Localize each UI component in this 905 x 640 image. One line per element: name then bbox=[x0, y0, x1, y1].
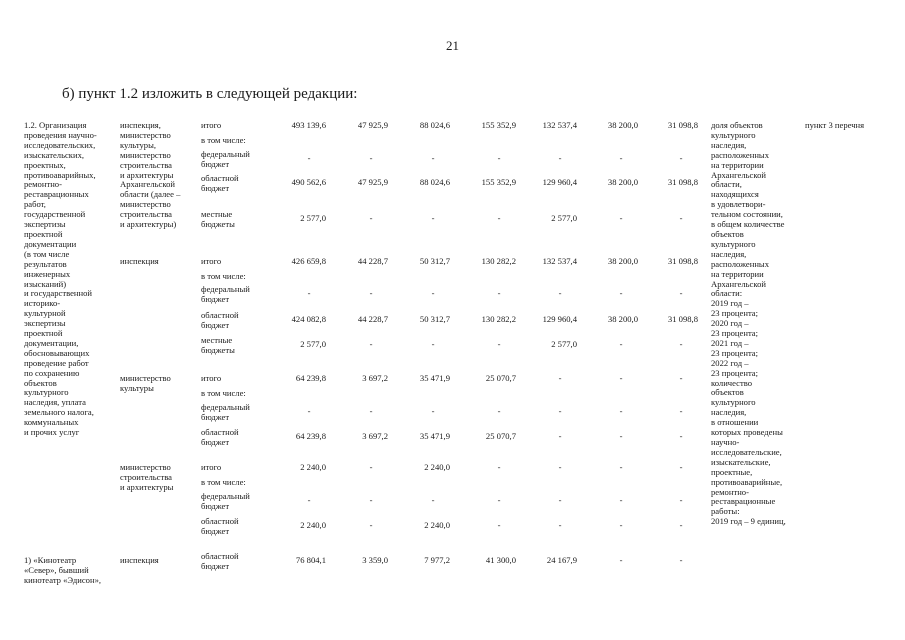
amount-cell: 47 925,9 bbox=[357, 120, 388, 130]
page-number: 21 bbox=[446, 38, 459, 53]
amount-cell: - bbox=[679, 153, 683, 163]
funding-source-label: федеральный бюджет bbox=[201, 402, 250, 422]
funding-source-label: итого bbox=[201, 120, 222, 130]
amount-cell: 64 239,8 bbox=[295, 431, 326, 441]
amount-cell: 31 098,8 bbox=[667, 256, 698, 266]
amount-cell: - bbox=[369, 288, 373, 298]
amount-cell: - bbox=[558, 520, 562, 530]
funding-source-label: областной бюджет bbox=[201, 310, 239, 330]
amount-cell: 31 098,8 bbox=[667, 314, 698, 324]
funding-source-label: областной бюджет bbox=[201, 427, 239, 447]
amount-cell: 3 697,2 bbox=[362, 373, 388, 383]
amount-cell: 426 659,8 bbox=[291, 256, 326, 266]
amount-cell: - bbox=[679, 213, 683, 223]
funding-source-label: в том числе: bbox=[201, 388, 246, 398]
amount-cell: - bbox=[679, 288, 683, 298]
amount-cell: - bbox=[307, 153, 311, 163]
amount-cell: 24 167,9 bbox=[546, 555, 577, 565]
amount-cell: - bbox=[679, 495, 683, 505]
funding-source-label: федеральный бюджет bbox=[201, 284, 250, 304]
amount-cell: - bbox=[369, 495, 373, 505]
amount-cell: - bbox=[679, 373, 683, 383]
sub-measure-name: 1) «Кинотеатр «Север», бывший кинотеатр «Эдисон», bbox=[24, 555, 102, 585]
executor-1: инспекция, министерство культуры, министерство строительства и архитектуры Архангельской области (далее – министерство строительства и архитектуры) bbox=[120, 120, 181, 230]
funding-source-label: областной бюджет bbox=[201, 173, 239, 193]
amount-cell: - bbox=[619, 406, 623, 416]
amount-cell: - bbox=[679, 555, 683, 565]
amount-cell: 38 200,0 bbox=[607, 177, 638, 187]
amount-cell: 2 240,0 bbox=[424, 520, 450, 530]
amount-cell: 2 577,0 bbox=[300, 339, 326, 349]
amount-cell: 41 300,0 bbox=[485, 555, 516, 565]
funding-source-label: федеральный бюджет bbox=[201, 491, 250, 511]
amount-cell: 38 200,0 bbox=[607, 120, 638, 130]
amount-cell: - bbox=[619, 339, 623, 349]
amount-cell: - bbox=[497, 153, 501, 163]
amount-cell: - bbox=[369, 213, 373, 223]
executor-2: инспекция bbox=[120, 256, 159, 266]
amount-cell: - bbox=[558, 373, 562, 383]
amount-cell: - bbox=[497, 339, 501, 349]
amount-cell: 2 577,0 bbox=[300, 213, 326, 223]
amount-cell: 2 240,0 bbox=[424, 462, 450, 472]
amount-cell: 129 960,4 bbox=[542, 177, 577, 187]
amount-cell: - bbox=[558, 431, 562, 441]
funding-source-label: в том числе: bbox=[201, 135, 246, 145]
amount-cell: - bbox=[497, 288, 501, 298]
amount-cell: 44 228,7 bbox=[357, 256, 388, 266]
amount-cell: - bbox=[497, 462, 501, 472]
amount-cell: - bbox=[619, 288, 623, 298]
amount-cell: 25 070,7 bbox=[485, 431, 516, 441]
amount-cell: 3 359,0 bbox=[362, 555, 388, 565]
funding-source-label: местные бюджеты bbox=[201, 209, 235, 229]
amount-cell: 132 537,4 bbox=[542, 120, 577, 130]
amount-cell: 7 977,2 bbox=[424, 555, 450, 565]
amount-cell: 155 352,9 bbox=[481, 120, 516, 130]
amount-cell: - bbox=[431, 213, 435, 223]
amount-cell: 25 070,7 bbox=[485, 373, 516, 383]
funding-source-label: федеральный бюджет bbox=[201, 149, 250, 169]
amount-cell: 50 312,7 bbox=[419, 256, 450, 266]
amount-cell: - bbox=[558, 462, 562, 472]
amount-cell: 424 082,8 bbox=[291, 314, 326, 324]
amount-cell: - bbox=[619, 555, 623, 565]
amount-cell: - bbox=[619, 462, 623, 472]
amount-cell: 31 098,8 bbox=[667, 177, 698, 187]
executor-5: инспекция bbox=[120, 555, 159, 565]
target-indicator: доля объектов культурного наследия, расположенных на территории Архангельской области, находящихся в удовлетвори- тельном состоянии, в общем количестве объектов культурного наследия, расположенных на территории Архангельской области: 2019 год – 23 процента; 2020 год – 23 процента; 2021 год – 23 процента; 2022 год – 23 процента; количество объектов культурного наследия, в отношении которых проведены научно- исследовательские, изыскательские, проектные, противоаварийные, ремонтно- реставрационные работы: 2019 год – 9 единиц, bbox=[711, 120, 786, 527]
amount-cell: 155 352,9 bbox=[481, 177, 516, 187]
funding-source-label: местные бюджеты bbox=[201, 335, 235, 355]
amount-cell: - bbox=[679, 406, 683, 416]
amount-cell: - bbox=[619, 373, 623, 383]
amount-cell: 2 240,0 bbox=[300, 520, 326, 530]
amount-cell: 2 577,0 bbox=[551, 213, 577, 223]
amount-cell: - bbox=[369, 339, 373, 349]
amount-cell: - bbox=[558, 495, 562, 505]
amount-cell: - bbox=[619, 495, 623, 505]
amount-cell: 88 024,6 bbox=[419, 177, 450, 187]
amount-cell: - bbox=[431, 288, 435, 298]
amount-cell: - bbox=[431, 495, 435, 505]
amount-cell: - bbox=[431, 339, 435, 349]
funding-source-label: итого bbox=[201, 373, 222, 383]
funding-source-label: итого bbox=[201, 462, 222, 472]
amount-cell: - bbox=[558, 406, 562, 416]
amount-cell: - bbox=[497, 495, 501, 505]
executor-3: министерство культуры bbox=[120, 373, 171, 393]
amount-cell: - bbox=[307, 406, 311, 416]
amount-cell: 38 200,0 bbox=[607, 314, 638, 324]
amount-cell: 2 240,0 bbox=[300, 462, 326, 472]
amount-cell: 2 577,0 bbox=[551, 339, 577, 349]
amount-cell: - bbox=[369, 153, 373, 163]
amount-cell: 35 471,9 bbox=[419, 431, 450, 441]
amount-cell: 50 312,7 bbox=[419, 314, 450, 324]
amount-cell: - bbox=[619, 153, 623, 163]
amount-cell: 47 925,9 bbox=[357, 177, 388, 187]
amount-cell: 44 228,7 bbox=[357, 314, 388, 324]
amount-cell: - bbox=[679, 431, 683, 441]
amount-cell: 130 282,2 bbox=[481, 256, 516, 266]
amount-cell: - bbox=[679, 462, 683, 472]
executor-4: министерство строительства и архитектуры bbox=[120, 462, 174, 492]
amount-cell: 38 200,0 bbox=[607, 256, 638, 266]
amount-cell: - bbox=[369, 520, 373, 530]
amount-cell: 35 471,9 bbox=[419, 373, 450, 383]
amount-cell: - bbox=[497, 520, 501, 530]
reference-note: пункт 3 перечня bbox=[805, 120, 865, 130]
amount-cell: - bbox=[558, 288, 562, 298]
amount-cell: - bbox=[307, 495, 311, 505]
amount-cell: 76 804,1 bbox=[295, 555, 326, 565]
amount-cell: - bbox=[619, 431, 623, 441]
amount-cell: - bbox=[307, 288, 311, 298]
amount-cell: 493 139,6 bbox=[291, 120, 326, 130]
amount-cell: - bbox=[431, 406, 435, 416]
amount-cell: - bbox=[497, 406, 501, 416]
amount-cell: 64 239,8 bbox=[295, 373, 326, 383]
amendment-heading: б) пункт 1.2 изложить в следующей редакции: bbox=[62, 86, 358, 102]
amount-cell: 3 697,2 bbox=[362, 431, 388, 441]
amount-cell: - bbox=[369, 406, 373, 416]
amount-cell: 31 098,8 bbox=[667, 120, 698, 130]
amount-cell: - bbox=[369, 462, 373, 472]
amount-cell: 130 282,2 bbox=[481, 314, 516, 324]
funding-source-label: в том числе: bbox=[201, 477, 246, 487]
amount-cell: - bbox=[619, 520, 623, 530]
amount-cell: - bbox=[679, 339, 683, 349]
amount-cell: 88 024,6 bbox=[419, 120, 450, 130]
funding-source-label: в том числе: bbox=[201, 271, 246, 281]
amount-cell: 129 960,4 bbox=[542, 314, 577, 324]
amount-cell: 490 562,6 bbox=[291, 177, 326, 187]
amount-cell: 132 537,4 bbox=[542, 256, 577, 266]
funding-source-label: областной бюджет bbox=[201, 551, 239, 571]
funding-source-label: итого bbox=[201, 256, 222, 266]
amount-cell: - bbox=[558, 153, 562, 163]
amount-cell: - bbox=[679, 520, 683, 530]
amount-cell: - bbox=[431, 153, 435, 163]
funding-source-label: областной бюджет bbox=[201, 516, 239, 536]
amount-cell: - bbox=[497, 213, 501, 223]
measure-name: 1.2. Организация проведения научно- исследовательских, изыскательских, проектных, противоаварийных, ремонтно- реставрационных работ, государственной экспертизы проектной документации (в том числе результатов инженерных изысканий) и государственной историко- культурной экспертизы проектной документации, обосновывающих проведение работ по сохранению объектов культурного наследия, уплата земельного налога, коммунальных и прочих услуг bbox=[24, 120, 97, 438]
amount-cell: - bbox=[619, 213, 623, 223]
